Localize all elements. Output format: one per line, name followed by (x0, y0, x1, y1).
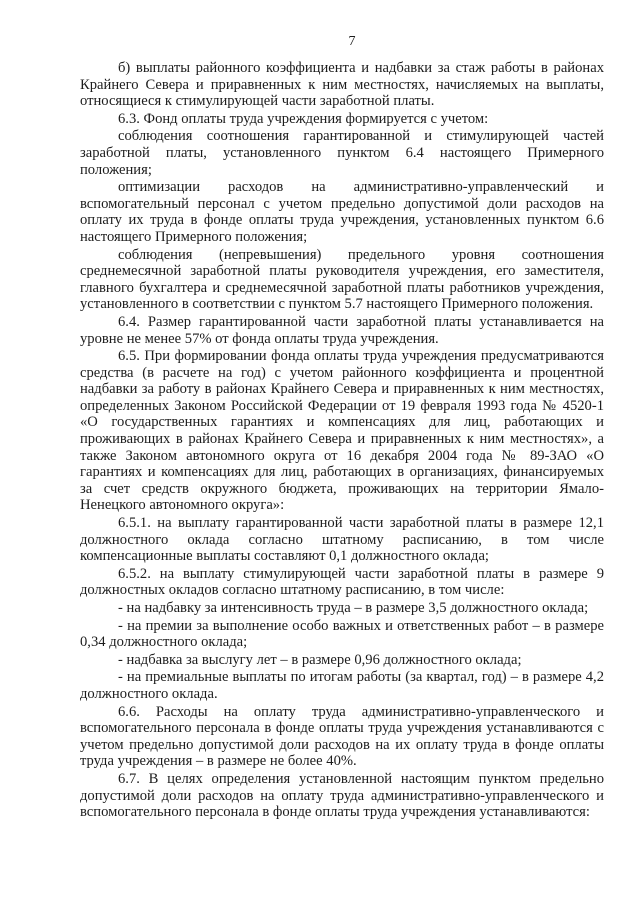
list-item-bonus-important-work: - на премии за выполнение особо важных и ответственных работ – в размере 0,34 должностного оклада; (80, 617, 604, 651)
paragraph-6-5-2: 6.5.2. на выплату стимулирующей части заработной платы в размере 9 должностных окладов согласно штатному расписанию, в том числе: (80, 565, 604, 599)
document-body (80, 60, 604, 821)
paragraph-6-3-salary-ratio: соблюдения (непревышения) предельного уровня соотношения среднемесячной заработной платы руководителя учреждения, его заместителя, главного бухгалтера и среднемесячной заработной платы работников учреждения, установленного в соответствии с пунктом 5.7 настоящего Примерного положения. (80, 246, 604, 313)
paragraph-6-6: 6.6. Расходы на оплату труда административно-управленческого и вспомогательного персонала в фонде оплаты труда учреждения устанавливаются с учетом предельно допустимой доли расходов на их оплату труда в фонде оплаты труда учреждения – в размере не более 40%. (80, 703, 604, 770)
paragraph-item-b: б) выплаты районного коэффициента и надбавки за стаж работы в районах Крайнего Севера и приравненных к ним местностях, начисляемых на выплаты, относящиеся к стимулирующей части заработной платы. (80, 60, 604, 110)
paragraph-6-4: 6.4. Размер гарантированной части заработной платы устанавливается на уровне не менее 57% от фонда оплаты труда учреждения. (80, 313, 604, 347)
paragraph-6-5: 6.5. При формировании фонда оплаты труда учреждения предусматриваются средства (в расчете на год) с учетом районного коэффициента и процентной надбавки за работу в районах Крайнего Севера и приравненных к ним местностях, определенных Законом Российской Федерации от 19 февраля 1993 года № 4520-1 «О государственных гарантиях и компенсациях для лиц, работающих и проживающих в районах Крайнего Севера и приравненных к ним местностях», а также Законом автономного округа от 16 декабря 2004 года № 89-ЗАО «О гарантиях и компенсациях для лиц, работающих в организациях, финансируемых за счет средств окружного бюджета, проживающих на территории Ямало-Ненецкого автономного округа»: (80, 348, 604, 514)
paragraph-6-3-optimization: оптимизации расходов на административно-управленческий и вспомогательный персонал с учетом предельно допустимой доли расходов на оплату их труда в фонде оплаты труда учреждения, установленных пунктом 6.6 настоящего Примерного положения; (80, 179, 604, 245)
list-item-period-bonus: - на премиальные выплаты по итогам работы (за квартал, год) – в размере 4,2 должностного оклада. (80, 669, 604, 702)
paragraph-6-3-ratio: соблюдения соотношения гарантированной и стимулирующей частей заработной платы, установленного пунктом 6.4 настоящего Примерного положения; (80, 128, 604, 178)
page-number: 7 (348, 34, 356, 49)
paragraph-6-3: 6.3. Фонд оплаты труда учреждения формируется с учетом: (118, 110, 489, 127)
paragraph-6-5-1: 6.5.1. на выплату гарантированной части заработной платы в размере 12,1 должностного оклада согласно штатному расписанию, в том числе компенсационные выплаты составляют 0,1 должностного оклада; (80, 515, 604, 565)
list-item-intensity: - на надбавку за интенсивность труда – в размере 3,5 должностного оклада; (118, 600, 589, 616)
list-item-seniority: - надбавка за выслугу лет – в размере 0,96 должностного оклада; (118, 651, 522, 668)
paragraph-6-7: 6.7. В целях определения установленной настоящим пунктом предельно допустимой доли расходов на оплату труда административно-управленческого и вспомогательного персонала в фонде оплаты труда учреждения устанавливаются: (80, 770, 604, 821)
